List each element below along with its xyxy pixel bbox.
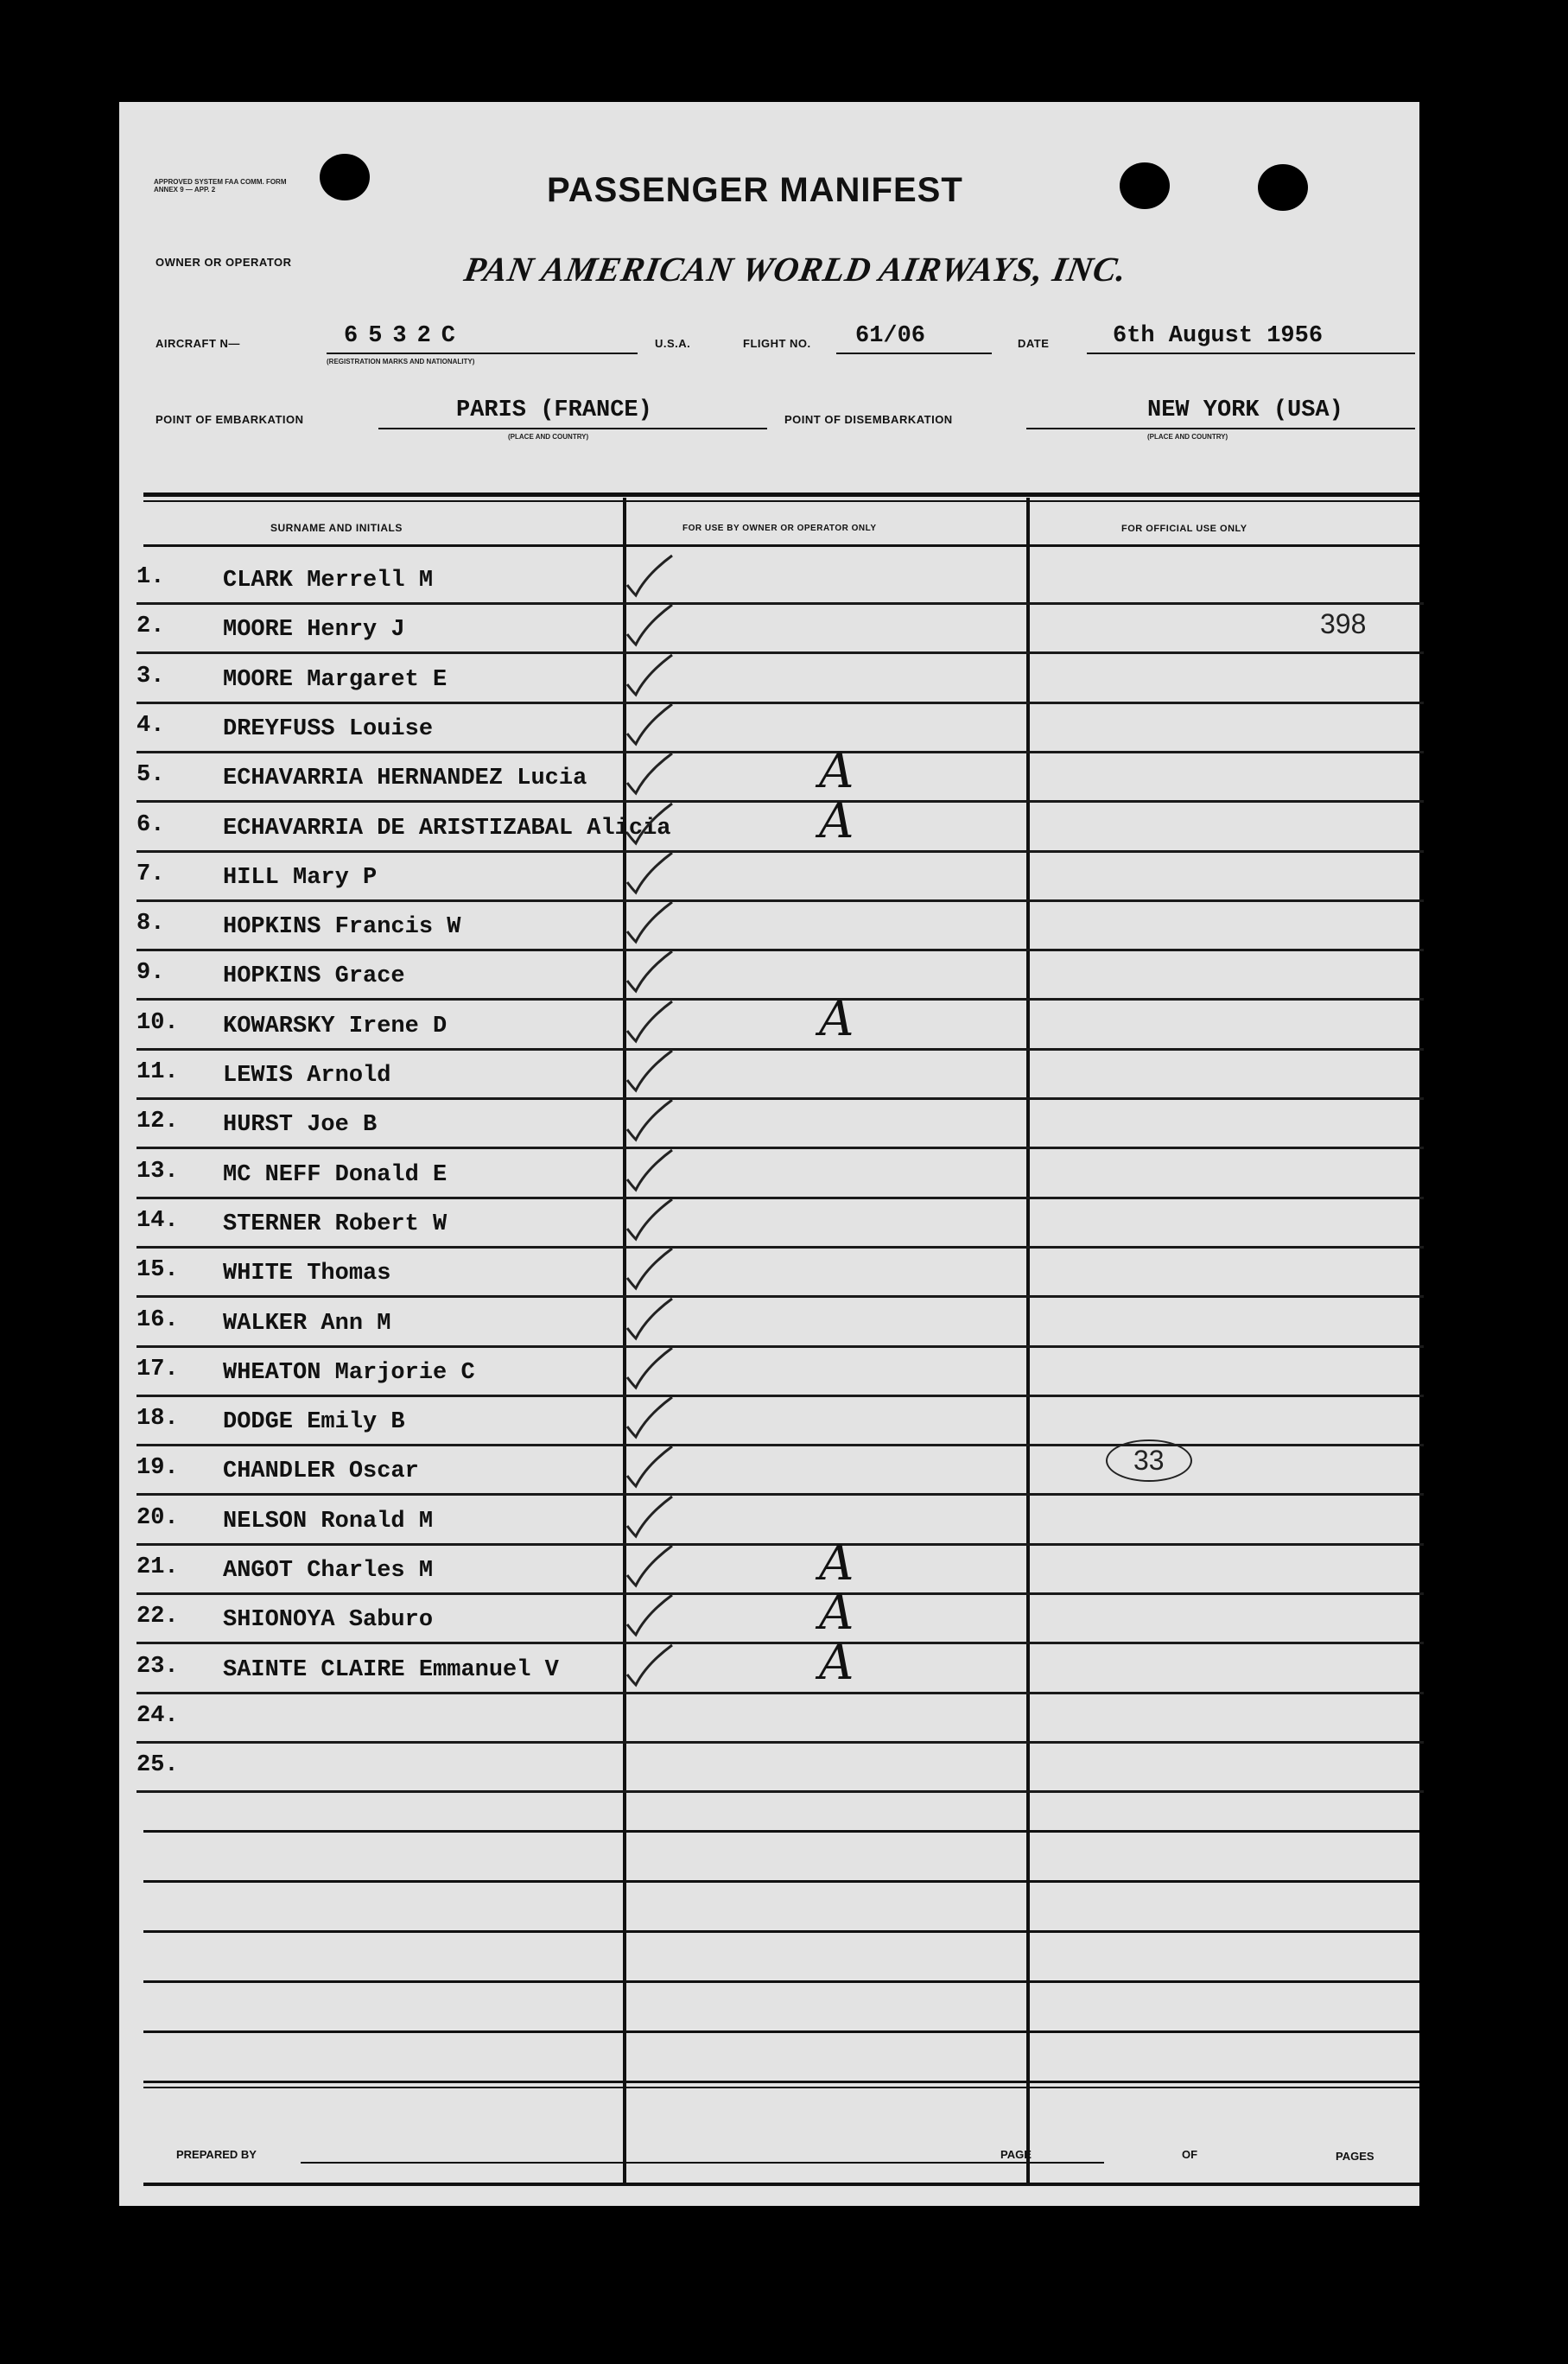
punch-hole-left — [320, 154, 370, 200]
column-official-use: FOR OFFICIAL USE ONLY — [1121, 524, 1247, 534]
row-number: 3. — [136, 663, 165, 690]
checkmark-icon — [620, 1392, 689, 1444]
checkmark-icon — [620, 1590, 689, 1642]
handwritten-mark: A — [819, 1634, 854, 1691]
column-owner-use: FOR USE BY OWNER OR OPERATOR ONLY — [682, 524, 877, 533]
punch-hole-right — [1258, 164, 1308, 211]
passenger-name: LEWIS Arnold — [223, 1063, 391, 1089]
handwritten-mark: A — [819, 990, 854, 1047]
flight-label: FLIGHT NO. — [743, 337, 811, 350]
table-row — [136, 792, 1424, 853]
passenger-name: MOORE Margaret E — [223, 666, 448, 693]
table-row — [136, 1249, 1424, 1298]
disembark-label: POINT OF DISEMBARKATION — [784, 413, 953, 426]
handwritten-mark: A — [819, 792, 854, 849]
disembark-underline — [1026, 428, 1415, 429]
embark-sublabel: (PLACE AND COUNTRY) — [508, 433, 589, 441]
passenger-name: WHEATON Marjorie C — [223, 1359, 475, 1386]
row-number: 20. — [136, 1504, 179, 1531]
checkmark-icon — [620, 1640, 689, 1692]
passenger-name: STERNER Robert W — [223, 1211, 448, 1237]
checkmark-icon — [620, 1491, 689, 1543]
row-number: 4. — [136, 712, 165, 739]
aircraft-underline — [327, 353, 638, 354]
row-rule — [136, 1790, 1424, 1793]
table-top-rule — [143, 492, 1419, 497]
passenger-name: KOWARSKY Irene D — [223, 1013, 448, 1039]
passenger-name: MOORE Henry J — [223, 617, 405, 644]
passenger-name: CHANDLER Oscar — [223, 1458, 419, 1485]
table-row — [136, 556, 1424, 605]
table-row — [136, 902, 1424, 951]
table-row — [136, 853, 1424, 902]
table-row — [136, 1199, 1424, 1249]
row-number: 5. — [136, 762, 165, 789]
checkmark-icon — [620, 1095, 689, 1147]
table-row — [136, 1497, 1424, 1546]
table-row — [136, 1634, 1424, 1694]
checkmark-icon — [620, 550, 689, 602]
table-row — [136, 1585, 1424, 1644]
row-number: 10. — [136, 1009, 179, 1036]
official-note: 398 — [1320, 608, 1367, 640]
aircraft-label: AIRCRAFT N— — [156, 337, 240, 350]
row-number: 19. — [136, 1455, 179, 1482]
checkmark-icon — [620, 1243, 689, 1295]
checkmark-icon — [620, 848, 689, 899]
row-number: 24. — [136, 1702, 179, 1729]
row-number: 15. — [136, 1257, 179, 1284]
of-label: OF — [1182, 2148, 1198, 2161]
usa-label: U.S.A. — [655, 337, 691, 350]
passenger-name: WHITE Thomas — [223, 1261, 391, 1287]
table-bottom-rule — [143, 2183, 1419, 2186]
checkmark-icon — [620, 798, 689, 850]
row-number: 2. — [136, 613, 165, 640]
embark-value: PARIS (FRANCE) — [456, 397, 652, 423]
table-header-rule — [143, 544, 1419, 547]
row-number: 22. — [136, 1604, 179, 1630]
column-surname: SURNAME AND INITIALS — [270, 522, 403, 534]
row-number: 25. — [136, 1752, 179, 1779]
passenger-name: HILL Mary P — [223, 864, 378, 891]
checkmark-icon — [620, 699, 689, 751]
passenger-name: SHIONOYA Saburo — [223, 1607, 434, 1634]
passenger-name: HOPKINS Grace — [223, 963, 405, 990]
passenger-name: HOPKINS Francis W — [223, 914, 461, 941]
checkmark-icon — [620, 650, 689, 702]
passenger-name: ECHAVARRIA DE ARISTIZABAL Alicia — [223, 815, 671, 842]
table-row — [136, 1051, 1424, 1100]
owner-name: PAN AMERICAN WORLD AIRWAYS, INC. — [461, 250, 1131, 289]
table-row — [136, 1299, 1424, 1348]
table-row — [136, 1348, 1424, 1397]
passenger-name: DREYFUSS Louise — [223, 715, 434, 742]
blank-row-line — [143, 1930, 1419, 1933]
table-row — [136, 1744, 1424, 1793]
row-number: 14. — [136, 1207, 179, 1234]
table-row — [136, 1397, 1424, 1446]
disembark-value: NEW YORK (USA) — [1147, 397, 1343, 423]
row-number: 1. — [136, 564, 165, 590]
embark-label: POINT OF EMBARKATION — [156, 413, 304, 426]
flight-underline — [836, 353, 992, 354]
date-value: 6th August 1956 — [1113, 323, 1324, 349]
row-number: 23. — [136, 1653, 179, 1680]
passenger-name: DODGE Emily B — [223, 1409, 405, 1436]
date-underline — [1087, 353, 1415, 354]
manifest-document — [119, 102, 1419, 2206]
table-top-rule-thin — [143, 500, 1419, 502]
passenger-name: ANGOT Charles M — [223, 1558, 434, 1584]
row-number: 12. — [136, 1109, 179, 1135]
embark-underline — [378, 428, 767, 429]
handwritten-mark: A — [819, 743, 854, 800]
pages-label: PAGES — [1336, 2150, 1374, 2163]
page-label: PAGE — [1000, 2148, 1032, 2161]
handwritten-mark: A — [819, 1535, 854, 1592]
punch-hole-mid — [1120, 162, 1170, 209]
checkmark-icon — [620, 1293, 689, 1345]
row-number: 11. — [136, 1059, 179, 1085]
table-row — [136, 1535, 1424, 1595]
official-note: 33 — [1106, 1439, 1192, 1482]
table-bottom-rule-thin — [143, 2087, 1419, 2088]
row-number: 13. — [136, 1158, 179, 1185]
blank-row-line — [143, 2030, 1419, 2033]
checkmark-icon — [620, 1194, 689, 1246]
table-row — [136, 704, 1424, 753]
handwritten-mark: A — [819, 1585, 854, 1642]
table-row — [136, 1150, 1424, 1199]
row-number: 17. — [136, 1356, 179, 1382]
checkmark-icon — [620, 946, 689, 998]
table-row — [136, 1694, 1424, 1744]
flight-value: 61/06 — [855, 323, 926, 349]
table-row — [136, 1446, 1424, 1496]
checkmark-icon — [620, 600, 689, 651]
row-number: 6. — [136, 811, 165, 838]
aircraft-value: 6532C — [344, 323, 467, 349]
table-row — [136, 1100, 1424, 1149]
blank-row-line — [143, 1980, 1419, 1983]
disembark-sublabel: (PLACE AND COUNTRY) — [1147, 433, 1228, 441]
table-row — [136, 605, 1424, 654]
passenger-name: ECHAVARRIA HERNANDEZ Lucia — [223, 766, 587, 792]
checkmark-icon — [620, 1441, 689, 1493]
prepared-by-line — [301, 2162, 1104, 2164]
row-number: 8. — [136, 911, 165, 937]
passenger-name: CLARK Merrell M — [223, 568, 434, 594]
passenger-name: SAINTE CLAIRE Emmanuel V — [223, 1656, 559, 1683]
passenger-name: WALKER Ann M — [223, 1310, 391, 1337]
checkmark-icon — [620, 1541, 689, 1592]
page-title: PASSENGER MANIFEST — [547, 171, 963, 209]
aircraft-sublabel: (REGISTRATION MARKS AND NATIONALITY) — [327, 358, 475, 365]
table-row — [136, 743, 1424, 803]
passenger-name: NELSON Ronald M — [223, 1508, 434, 1535]
checkmark-icon — [620, 897, 689, 949]
row-number: 21. — [136, 1554, 179, 1580]
checkmark-icon — [620, 996, 689, 1048]
table-row — [136, 655, 1424, 704]
blank-row-line — [143, 1880, 1419, 1883]
blank-row-line — [143, 2081, 1419, 2083]
passenger-name: MC NEFF Donald E — [223, 1161, 448, 1188]
checkmark-icon — [620, 1343, 689, 1395]
table-row — [136, 951, 1424, 1001]
row-number: 7. — [136, 861, 165, 887]
row-number: 18. — [136, 1406, 179, 1433]
passenger-name: HURST Joe B — [223, 1112, 378, 1139]
checkmark-icon — [620, 1145, 689, 1197]
row-number: 16. — [136, 1306, 179, 1333]
date-label: DATE — [1018, 337, 1050, 350]
table-row — [136, 990, 1424, 1051]
blank-row-line — [143, 1830, 1419, 1833]
prepared-by-label: PREPARED BY — [176, 2148, 257, 2161]
checkmark-icon — [620, 748, 689, 800]
form-approval: APPROVED SYSTEM FAA COMM. FORM ANNEX 9 — APP. 2 — [154, 178, 287, 194]
owner-label: OWNER OR OPERATOR — [156, 256, 292, 269]
row-number: 9. — [136, 960, 165, 987]
checkmark-icon — [620, 1045, 689, 1097]
